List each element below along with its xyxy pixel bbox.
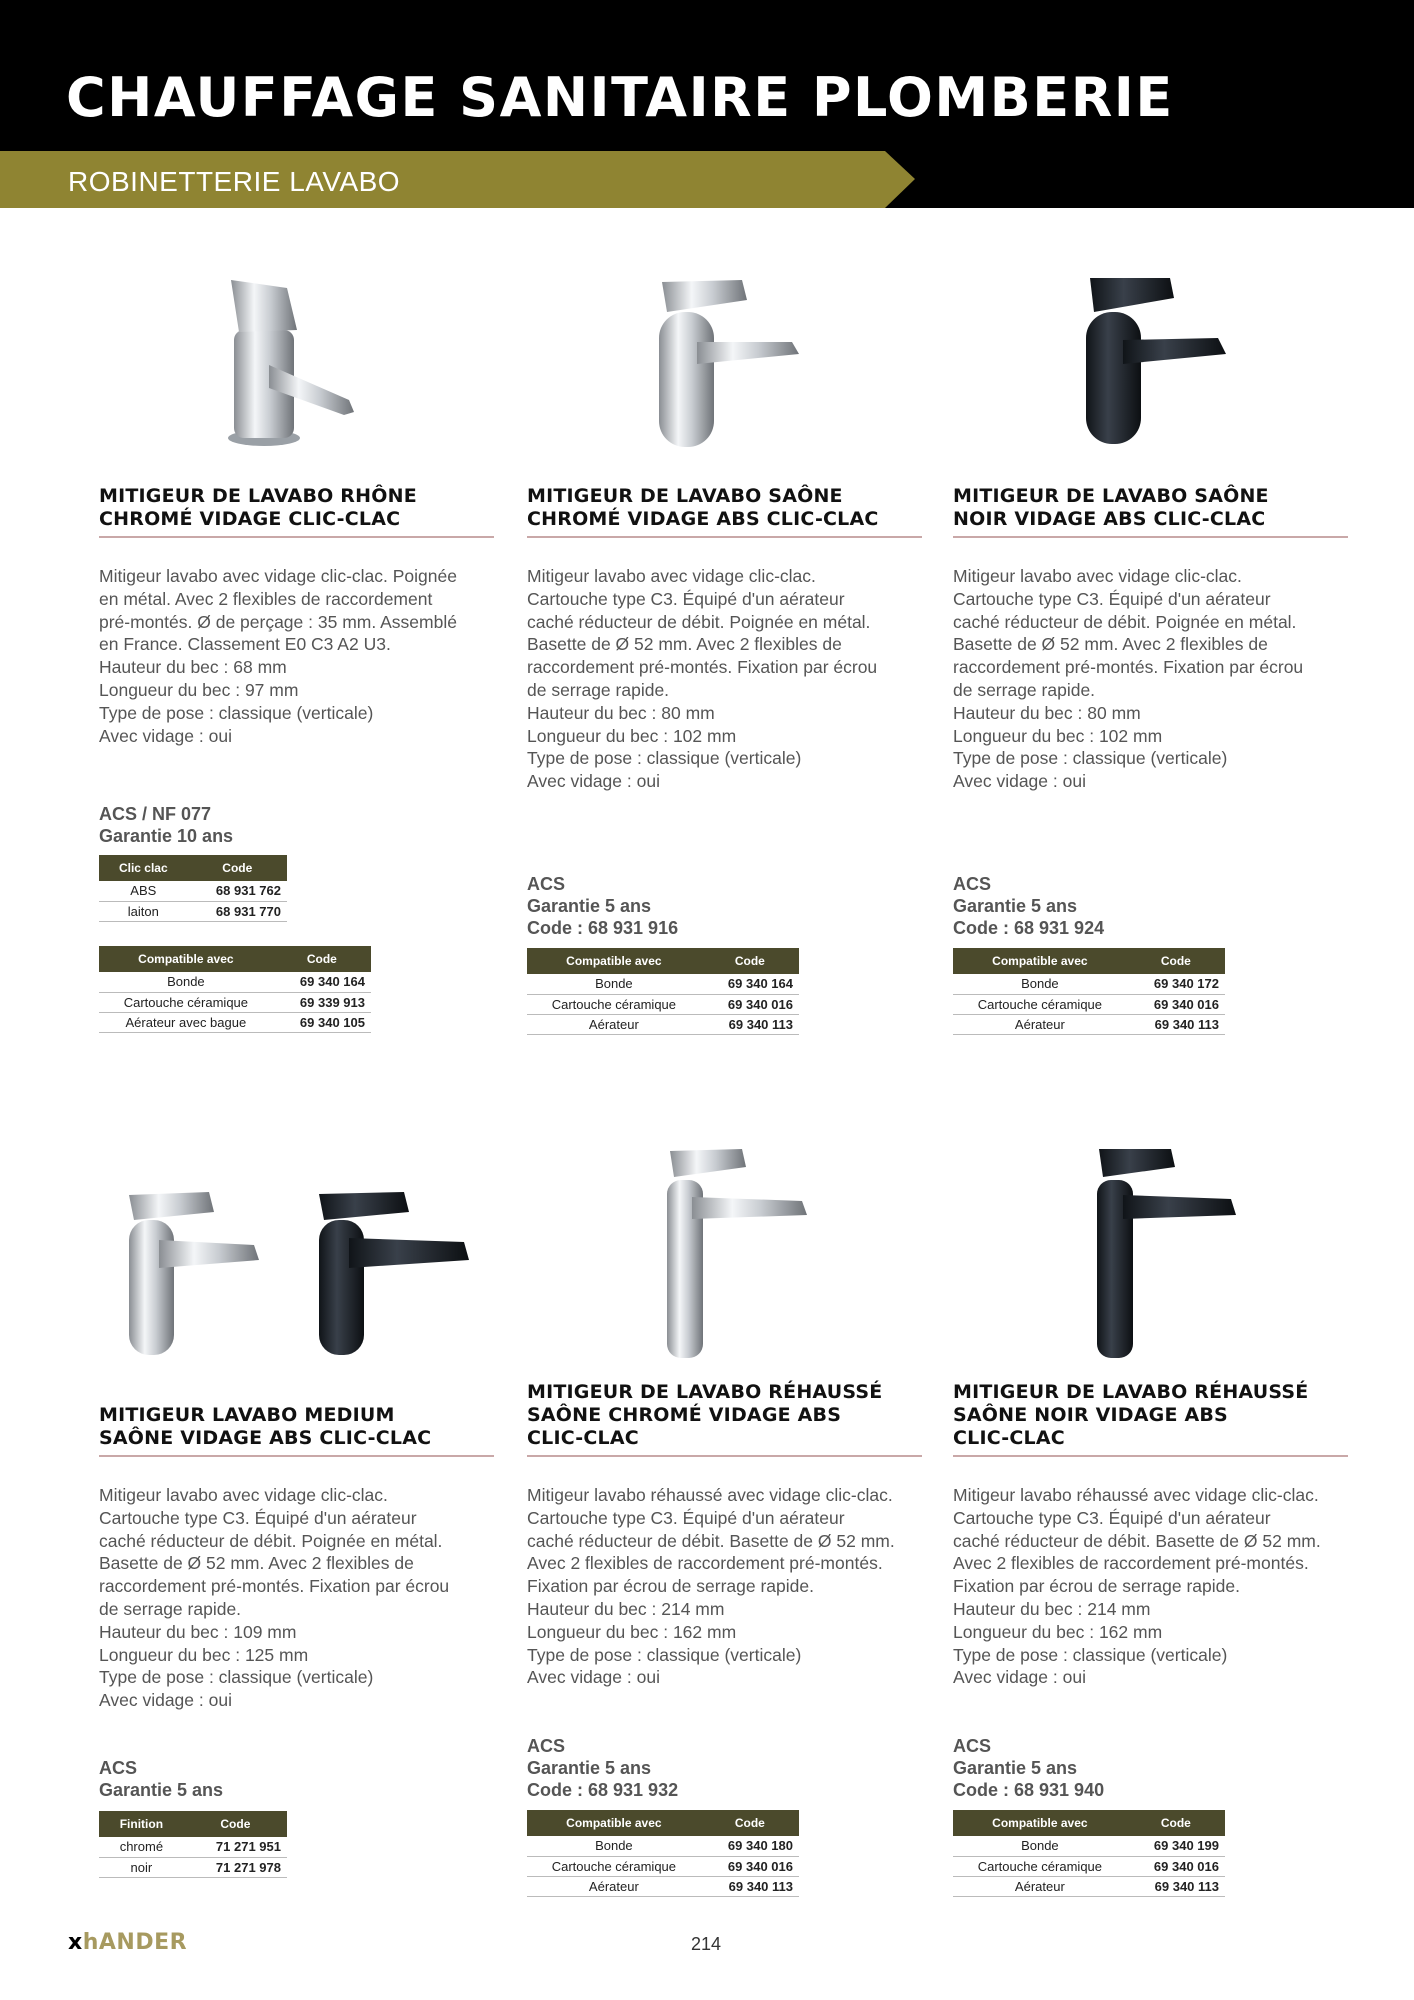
table-row <box>99 972 371 992</box>
compat-label: Cartouche céramique <box>527 1856 701 1876</box>
column-header: Compatible avec <box>99 946 273 972</box>
product-description: Mitigeur lavabo avec vidage clic-clac. Cartouche type C3. Équipé d'un aérateur caché réducteur de débit. Poignée en métal. Basette de Ø 52 mm. Avec 2 flexibles de raccordement pré-montés. Fixation par écrou de serrage rapide. Hauteur du bec : 109 mm Longueur du bec : 125 mm Type de pose : classique (verticale) Avec vidage : oui <box>99 1485 450 1711</box>
page-title: CHAUFFAGE SANITAIRE PLOMBERIE <box>66 66 1174 129</box>
compat-label: Cartouche céramique <box>953 1856 1127 1876</box>
product-meta <box>953 1735 1104 1801</box>
compat-label: Aérateur avec bague <box>99 1012 273 1032</box>
warranty: Garantie 5 ans <box>527 1758 652 1778</box>
table-row <box>527 974 799 994</box>
chrome-and-black-faucet-icon <box>124 1190 484 1365</box>
variant-label: laiton <box>99 901 188 921</box>
table-row <box>527 1014 799 1034</box>
compat-code: 69 340 016 <box>701 1856 799 1876</box>
table-row <box>953 1014 1225 1034</box>
table-row <box>99 1857 287 1877</box>
column-header: Clic clac <box>99 855 188 881</box>
warranty: Garantie 5 ans <box>99 1780 224 1800</box>
product-meta <box>527 873 678 939</box>
variants-table <box>99 1811 287 1878</box>
tall-chrome-faucet-icon <box>662 1145 822 1365</box>
column-header: Code <box>273 946 371 972</box>
certification: ACS / NF 077 <box>99 804 212 824</box>
certification: ACS <box>527 874 566 894</box>
variant-label: chromé <box>99 1837 184 1857</box>
compat-code: 69 340 172 <box>1127 974 1225 994</box>
variant-code: 68 931 762 <box>188 881 287 901</box>
table-row <box>527 1836 799 1856</box>
variant-label: noir <box>99 1857 184 1877</box>
compat-label: Aérateur <box>953 1014 1127 1034</box>
table-row <box>99 1012 371 1032</box>
certification: ACS <box>953 874 992 894</box>
product-description: Mitigeur lavabo avec vidage clic-clac. Cartouche type C3. Équipé d'un aérateur caché réducteur de débit. Poignée en métal. Basette de Ø 52 mm. Avec 2 flexibles de raccordement pré-montés. Fixation par écrou de serrage rapide. Hauteur du bec : 80 mm Longueur du bec : 102 mm Type de pose : classique (verticale) Avec vidage : oui <box>527 566 878 792</box>
variants-table <box>99 855 287 922</box>
product-title: MITIGEUR DE LAVABO RÉHAUSSÉ SAÔNE CHROMÉ VIDAGE ABS CLIC-CLAC <box>527 1381 922 1457</box>
table-row <box>953 1836 1225 1856</box>
compat-label: Cartouche céramique <box>527 994 701 1014</box>
column-header: Code <box>701 1810 799 1836</box>
compat-label: Aérateur <box>527 1876 701 1896</box>
page-number: 214 <box>691 1934 722 1954</box>
product-title: MITIGEUR DE LAVABO RHÔNE CHROMÉ VIDAGE CLIC-CLAC <box>99 485 494 538</box>
variant-code: 68 931 770 <box>188 901 287 921</box>
product-code: Code : 68 931 932 <box>527 1780 679 1800</box>
table-row <box>953 974 1225 994</box>
variant-code: 71 271 978 <box>184 1857 287 1877</box>
product-title: MITIGEUR DE LAVABO SAÔNE CHROMÉ VIDAGE ABS CLIC-CLAC <box>527 485 922 538</box>
compat-label: Bonde <box>99 972 273 992</box>
compat-label: Bonde <box>953 974 1127 994</box>
compat-label: Bonde <box>527 974 701 994</box>
column-header: Compatible avec <box>953 948 1127 974</box>
compat-table <box>99 946 371 1033</box>
table-row <box>99 992 371 1012</box>
product-description: Mitigeur lavabo réhaussé avec vidage clic-clac. Cartouche type C3. Équipé d'un aérateur caché réducteur de débit. Basette de Ø 52 mm. Avec 2 flexibles de raccordement pré-montés. Fixation par écrou de serrage rapide. Hauteur du bec : 214 mm Longueur du bec : 162 mm Type de pose : classique (verticale) Avec vidage : oui <box>527 1485 895 1688</box>
product-meta <box>953 873 1104 939</box>
warranty: Garantie 5 ans <box>953 1758 1078 1778</box>
product-title: MITIGEUR DE LAVABO RÉHAUSSÉ SAÔNE NOIR VIDAGE ABS CLIC-CLAC <box>953 1381 1348 1457</box>
certification: ACS <box>953 1736 992 1756</box>
certification: ACS <box>99 1758 138 1778</box>
black-faucet-icon <box>1078 272 1238 457</box>
product-code: Code : 68 931 924 <box>953 918 1105 938</box>
chrome-faucet-icon <box>209 270 369 455</box>
brand-part: x <box>68 1930 83 1955</box>
table-row <box>99 881 287 901</box>
table-row <box>953 994 1225 1014</box>
compat-code: 69 340 164 <box>701 974 799 994</box>
warranty: Garantie 5 ans <box>527 896 652 916</box>
brand-part: ANDER <box>98 1930 188 1955</box>
product-title: MITIGEUR LAVABO MEDIUM SAÔNE VIDAGE ABS CLIC-CLAC <box>99 1404 494 1457</box>
column-header: Code <box>701 948 799 974</box>
compat-code: 69 340 113 <box>701 1876 799 1896</box>
compat-code: 69 340 016 <box>701 994 799 1014</box>
column-header: Finition <box>99 1811 184 1837</box>
product-code: Code : 68 931 916 <box>527 918 679 938</box>
brand-logo <box>68 1930 187 1955</box>
warranty: Garantie 5 ans <box>953 896 1078 916</box>
compat-code: 69 340 199 <box>1127 1836 1225 1856</box>
column-header: Code <box>188 855 287 881</box>
section-title: ROBINETTERIE LAVABO <box>68 166 401 197</box>
tall-black-faucet-icon <box>1093 1145 1253 1365</box>
product-description: Mitigeur lavabo avec vidage clic-clac. Cartouche type C3. Équipé d'un aérateur caché réducteur de débit. Poignée en métal. Basette de Ø 52 mm. Avec 2 flexibles de raccordement pré-montés. Fixation par écrou de serrage rapide. Hauteur du bec : 80 mm Longueur du bec : 102 mm Type de pose : classique (verticale) Avec vidage : oui <box>953 566 1304 792</box>
product-title: MITIGEUR DE LAVABO SAÔNE NOIR VIDAGE ABS CLIC-CLAC <box>953 485 1348 538</box>
compat-code: 69 340 113 <box>701 1014 799 1034</box>
compat-code: 69 340 180 <box>701 1836 799 1856</box>
column-header: Code <box>1127 1810 1225 1836</box>
compat-table <box>953 948 1225 1035</box>
compat-code: 69 340 113 <box>1127 1876 1225 1896</box>
compat-label: Cartouche céramique <box>953 994 1127 1014</box>
compat-label: Bonde <box>953 1836 1127 1856</box>
compat-code: 69 340 016 <box>1127 994 1225 1014</box>
product-meta <box>99 1757 223 1801</box>
compat-table <box>527 948 799 1035</box>
compat-code: 69 339 913 <box>273 992 371 1012</box>
column-header: Code <box>184 1811 287 1837</box>
table-row <box>953 1876 1225 1896</box>
table-row <box>527 994 799 1014</box>
compat-label: Aérateur <box>527 1014 701 1034</box>
certification: ACS <box>527 1736 566 1756</box>
compat-code: 69 340 016 <box>1127 1856 1225 1876</box>
compat-label: Cartouche céramique <box>99 992 273 1012</box>
compat-table <box>953 1810 1225 1897</box>
column-header: Compatible avec <box>527 1810 701 1836</box>
table-row <box>527 1856 799 1876</box>
table-row <box>527 1876 799 1896</box>
compat-label: Aérateur <box>953 1876 1127 1896</box>
product-code: Code : 68 931 940 <box>953 1780 1105 1800</box>
table-row <box>99 1837 287 1857</box>
column-header: Compatible avec <box>953 1810 1127 1836</box>
table-row <box>953 1856 1225 1876</box>
brand-part: h <box>82 1930 99 1955</box>
compat-code: 69 340 164 <box>273 972 371 992</box>
product-meta <box>527 1735 678 1801</box>
warranty: Garantie 10 ans <box>99 826 234 846</box>
compat-code: 69 340 113 <box>1127 1014 1225 1034</box>
product-description: Mitigeur lavabo réhaussé avec vidage clic-clac. Cartouche type C3. Équipé d'un aérateur caché réducteur de débit. Basette de Ø 52 mm. Avec 2 flexibles de raccordement pré-montés. Fixation par écrou de serrage rapide. Hauteur du bec : 214 mm Longueur du bec : 162 mm Type de pose : classique (verticale) Avec vidage : oui <box>953 1485 1321 1688</box>
product-description: Mitigeur lavabo avec vidage clic-clac. Poignée en métal. Avec 2 flexibles de raccordement pré-montés. Ø de perçage : 35 mm. Assemblé en France. Classement E0 C3 A2 U3. Hauteur du bec : 68 mm Longueur du bec : 97 mm Type de pose : classique (verticale) Avec vidage : oui <box>99 566 457 746</box>
table-row <box>99 901 287 921</box>
variant-label: ABS <box>99 881 188 901</box>
chrome-faucet-icon <box>647 272 807 457</box>
variant-code: 71 271 951 <box>184 1837 287 1857</box>
column-header: Code <box>1127 948 1225 974</box>
compat-label: Bonde <box>527 1836 701 1856</box>
compat-table <box>527 1810 799 1897</box>
compat-code: 69 340 105 <box>273 1012 371 1032</box>
column-header: Compatible avec <box>527 948 701 974</box>
product-meta <box>99 803 233 847</box>
